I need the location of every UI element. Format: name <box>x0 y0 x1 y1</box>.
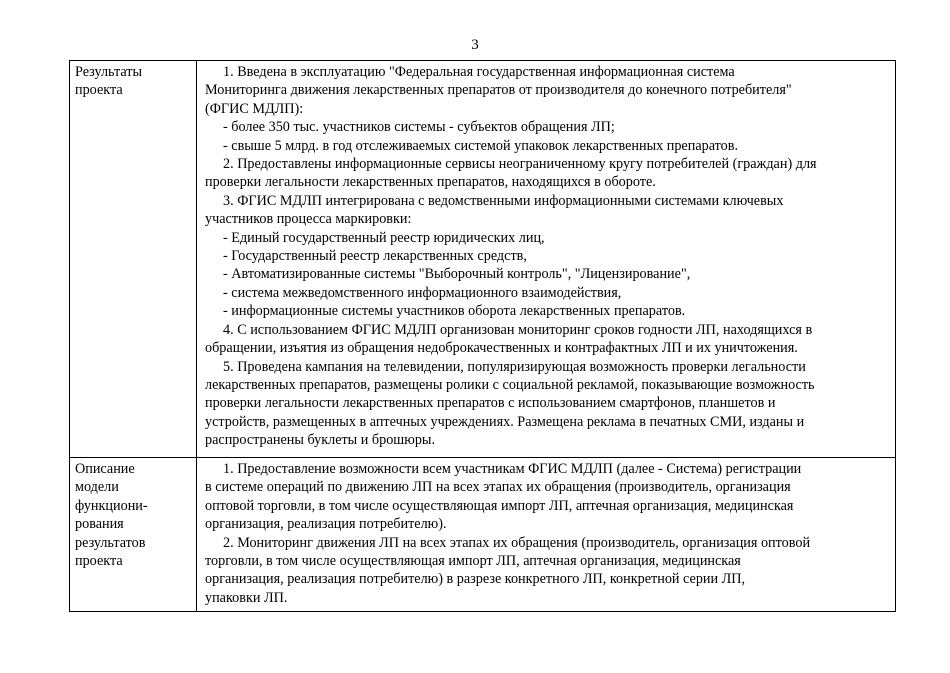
content-line: в системе операций по движению ЛП на всех этапах их обращения (производитель, организация <box>205 479 791 496</box>
content-line: 1. Введена в эксплуатацию "Федеральная государственная информационная система <box>223 64 735 80</box>
row-label-line: результатов <box>75 534 146 551</box>
row-label-line: проекта <box>75 82 123 99</box>
content-line: 2. Предоставлены информационные сервисы неограниченному кругу потребителей (граждан) для <box>223 156 817 173</box>
content-line: - Единый государственный реестр юридических лиц, <box>223 229 545 246</box>
project-table <box>69 60 896 612</box>
row-label-line: проекта <box>75 553 123 570</box>
row-label-line: Описание <box>75 461 135 477</box>
row-label-line: модели <box>75 479 119 496</box>
row-content-cell <box>197 458 896 612</box>
content-line: 2. Мониторинг движения ЛП на всех этапах их обращения (производитель, организация оптовой <box>223 534 811 551</box>
content-line: оптовой торговли, в том числе осуществляющая импорт ЛП, аптечная организация, медицинская <box>205 497 794 514</box>
content-line: проверки легальности лекарственных препаратов, находящихся в обороте. <box>205 174 656 191</box>
row-label-line: функциони- <box>75 497 148 514</box>
content-line: проверки легальности лекарственных препаратов с использованием смартфонов, планшетов и <box>205 395 776 412</box>
content-line: участников процесса маркировки: <box>205 211 412 228</box>
content-line: - свыше 5 млрд. в год отслеживаемых системой упаковок лекарственных препаратов. <box>223 137 738 154</box>
content-line: 5. Проведена кампания на телевидении, популяризирующая возможность проверки легальности <box>223 358 806 375</box>
content-line: лекарственных препаратов, размещены ролики с социальной рекламой, показывающие возможность <box>205 376 815 393</box>
row-label-cell <box>70 458 197 612</box>
content-line: организация, реализация потребителю) в разрезе конкретного ЛП, конкретной серии ЛП, <box>205 571 746 588</box>
page-number: 3 <box>471 37 479 53</box>
content-line: Мониторинга движения лекарственных препаратов от производителя до конечного потребителя" <box>205 82 792 99</box>
content-line: организация, реализация потребителю). <box>205 516 447 533</box>
table-row-model-description <box>70 458 896 612</box>
content-line: - информационные системы участников оборота лекарственных препаратов. <box>223 303 686 320</box>
content-line: 3. ФГИС МДЛП интегрирована с ведомственными информационными системами ключевых <box>223 192 784 209</box>
content-line: устройств, размещенных в аптечных учреждениях. Размещена реклама в печатных СМИ, изданы и <box>205 413 805 430</box>
content-line: (ФГИС МДЛП): <box>205 100 304 117</box>
content-line: - Государственный реестр лекарственных средств, <box>223 248 527 265</box>
content-line: - система межведомственного информационного взаимодействия, <box>223 284 622 301</box>
content-line: 4. С использованием ФГИС МДЛП организован мониторинг сроков годности ЛП, находящихся в <box>223 321 813 338</box>
content-line: распространены буклеты и брошюры. <box>205 432 436 449</box>
table-row-results <box>70 61 896 458</box>
row-content-cell <box>197 61 896 458</box>
row-label-line: Результаты <box>75 64 142 80</box>
content-line: упаковки ЛП. <box>205 589 288 606</box>
row-label-line: рования <box>75 516 124 533</box>
content-line: 1. Предоставление возможности всем участникам ФГИС МДЛП (далее - Система) регистрации <box>223 461 802 477</box>
content-line: обращении, изъятия из обращения недоброкачественных и контрафактных ЛП и их уничтожения. <box>205 340 798 357</box>
content-line: - более 350 тыс. участников системы - субъектов обращения ЛП; <box>223 119 615 136</box>
content-line: торговли, в том числе осуществляющая импорт ЛП, аптечная организация, медицинская <box>205 553 741 570</box>
row-label-cell <box>70 61 197 458</box>
content-line: - Автоматизированные системы "Выборочный контроль", "Лицензирование", <box>223 266 691 283</box>
